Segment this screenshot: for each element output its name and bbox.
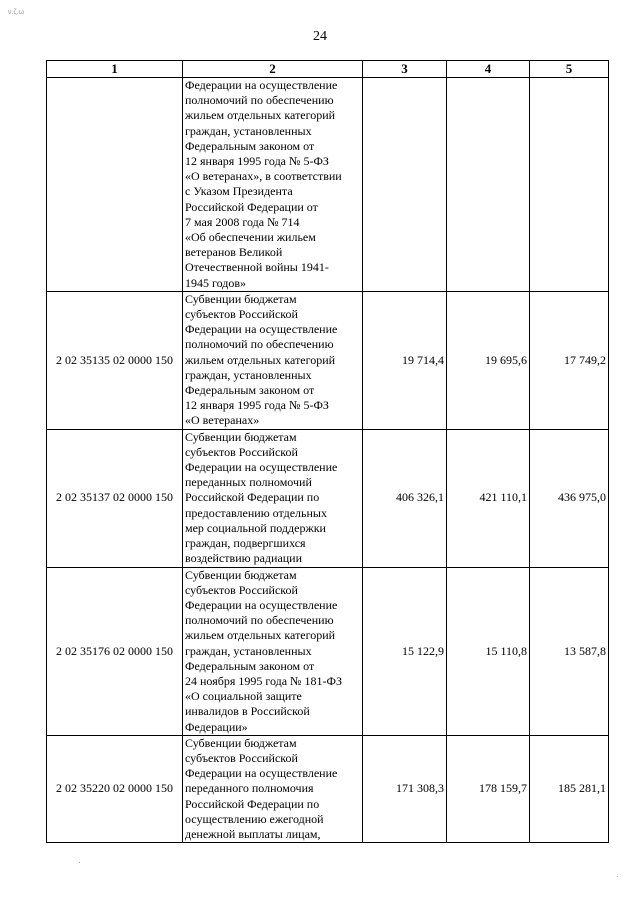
amount-col4: 421 110,1 [447, 429, 530, 567]
description [183, 735, 363, 842]
description-line: переданного полномочия [185, 781, 314, 796]
budget-code [47, 78, 183, 292]
description-line: полномочий по обеспечению [185, 613, 334, 628]
table-row [47, 78, 609, 292]
description-line: Российской Федерации от [185, 199, 318, 214]
description-line: Российской Федерации по [185, 490, 320, 505]
amount-col4: 178 159,7 [447, 735, 530, 842]
description-line: жильем отдельных категорий [185, 628, 336, 643]
description-line: полномочий по обеспечению [185, 337, 334, 352]
description-line: Субвенции бюджетам [185, 735, 297, 750]
description-line: Отечественной войны 1941- [185, 260, 329, 275]
description-line: мер социальной поддержки [185, 520, 326, 535]
description-line: переданных полномочий [185, 475, 312, 490]
description-line: денежной выплаты лицам, [185, 826, 321, 841]
description-line: жильем отдельных категорий [185, 108, 336, 123]
description-line: граждан, установленных [185, 643, 312, 658]
budget-code: 2 02 35135 02 0000 150 [47, 291, 183, 429]
description-line: «Об обеспечении жильем [185, 230, 316, 245]
column-header-3: 3 [363, 61, 447, 78]
amount-col3: 19 714,4 [363, 291, 447, 429]
description [183, 291, 363, 429]
description-line: предоставлению отдельных [185, 505, 327, 520]
description [183, 567, 363, 735]
description-line: Федеральным законом от [185, 383, 315, 398]
description-line: 7 мая 2008 года № 714 [185, 214, 300, 229]
table-header-row [47, 61, 609, 78]
description-line: «О социальной защите [185, 689, 302, 704]
description-line: воздействию радиации [185, 551, 303, 566]
description-line: 12 января 1995 года № 5-ФЗ [185, 398, 329, 413]
amount-col5: 436 975,0 [530, 429, 609, 567]
column-header-5: 5 [530, 61, 609, 78]
description-line: 1945 годов» [185, 275, 247, 290]
column-header-4: 4 [447, 61, 530, 78]
description-line: Российской Федерации по [185, 796, 320, 811]
budget-code: 2 02 35137 02 0000 150 [47, 429, 183, 567]
description-line: «О ветеранах», в соответствии [185, 169, 342, 184]
description-line: Субвенции бюджетам [185, 291, 297, 306]
description-line: Федерации на осуществление [185, 322, 338, 337]
page-number: 24 [313, 29, 327, 44]
description-line: граждан, установленных [185, 367, 312, 382]
description-line: субъектов Российской [185, 582, 298, 597]
description-line: Федерации» [185, 719, 248, 734]
scan-speck: · [616, 872, 619, 881]
amount-col3: 171 308,3 [363, 735, 447, 842]
amount-col5: 17 749,2 [530, 291, 609, 429]
description-line: Федеральным законом от [185, 138, 315, 153]
scan-speck: · [78, 858, 81, 867]
description-line: полномочий по обеспечению [185, 93, 334, 108]
description-line: Федерации на осуществление [185, 78, 338, 92]
amount-col4 [447, 78, 530, 292]
amount-col3: 15 122,9 [363, 567, 447, 735]
description-line: с Указом Президента [185, 184, 293, 199]
description-line: граждан, подвергшихся [185, 536, 306, 551]
description-line: «О ветеранах» [185, 413, 260, 428]
description-line: субъектов Российской [185, 307, 298, 322]
amount-col5: 13 587,8 [530, 567, 609, 735]
corner-mark: ν.ζ.ω [8, 9, 24, 16]
amount-col4: 15 110,8 [447, 567, 530, 735]
description-line: Федерации на осуществление [185, 460, 338, 475]
description-line: жильем отдельных категорий [185, 352, 336, 367]
amount-col5 [530, 78, 609, 292]
description [183, 78, 363, 292]
amount-col5: 185 281,1 [530, 735, 609, 842]
column-header-1: 1 [47, 61, 183, 78]
column-header-2: 2 [183, 61, 363, 78]
amount-col3 [363, 78, 447, 292]
amount-col4: 19 695,6 [447, 291, 530, 429]
table-row [47, 429, 609, 567]
budget-table [46, 60, 609, 843]
description-line: 24 ноября 1995 года № 181-ФЗ [185, 673, 342, 688]
description-line: Федеральным законом от [185, 658, 315, 673]
description-line: субъектов Российской [185, 750, 298, 765]
table-row [47, 291, 609, 429]
budget-code: 2 02 35220 02 0000 150 [47, 735, 183, 842]
description-line: инвалидов в Российской [185, 704, 310, 719]
description-line: субъектов Российской [185, 444, 298, 459]
description-line: граждан, установленных [185, 123, 312, 138]
description-line: Федерации на осуществление [185, 597, 338, 612]
budget-code: 2 02 35176 02 0000 150 [47, 567, 183, 735]
description-line: Федерации на осуществление [185, 766, 338, 781]
description-line: осуществлению ежегодной [185, 811, 324, 826]
description-line: ветеранов Великой [185, 245, 283, 260]
description-line: 12 января 1995 года № 5-ФЗ [185, 154, 329, 169]
description-line: Субвенции бюджетам [185, 429, 297, 444]
description-line: Субвенции бюджетам [185, 567, 297, 582]
amount-col3: 406 326,1 [363, 429, 447, 567]
description [183, 429, 363, 567]
table-row [47, 735, 609, 842]
table-row [47, 567, 609, 735]
